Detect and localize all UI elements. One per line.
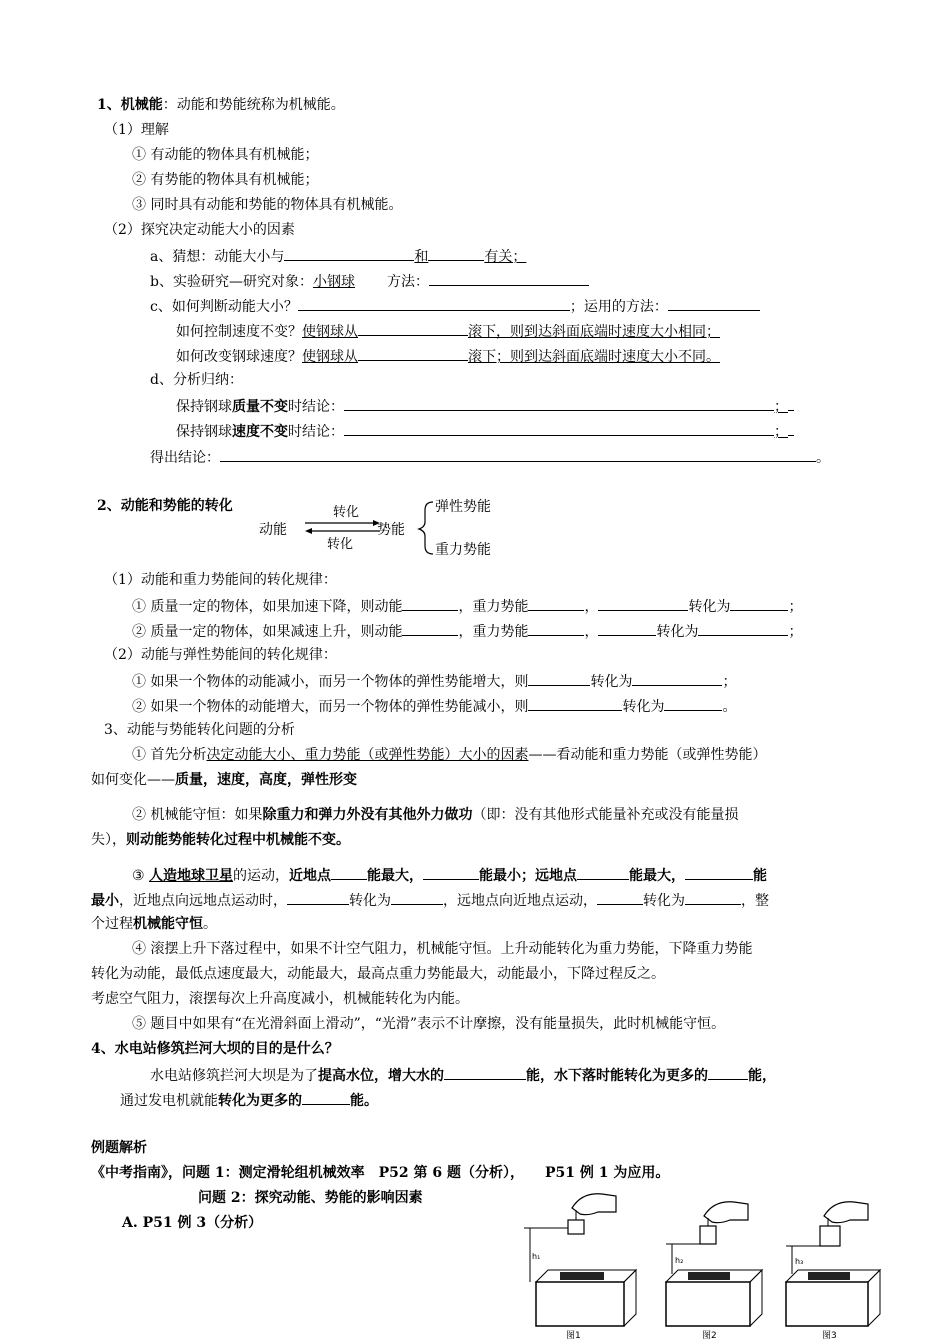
item-text: ，近地点向远地点运动时， <box>119 893 287 909</box>
rule-text: 转化为 <box>590 674 633 690</box>
rule-text: ； <box>722 674 737 690</box>
figure-1 <box>524 1194 636 1341</box>
diagram-arrow-top-label: 转化 <box>333 505 360 520</box>
conclusion-label: 得出结论： <box>150 450 220 466</box>
subhead-explore: （2）探究决定动能大小的因素 <box>104 222 295 238</box>
rule-text: ； <box>788 599 803 615</box>
box-side <box>750 1270 762 1326</box>
experiment-figures <box>518 1186 890 1342</box>
box-front <box>786 1282 868 1326</box>
brace <box>419 502 433 554</box>
guess-and: 和 <box>414 249 429 265</box>
analysis-item-2 <box>132 806 738 824</box>
item-text: 如何变化—— <box>91 772 175 788</box>
fill-blank[interactable] <box>528 696 622 711</box>
fill-blank[interactable] <box>632 671 722 686</box>
item-text: ② 机械能守恒：如果 <box>132 807 263 823</box>
change-c: ；则到达斜面底端时速度大小不同。 <box>496 349 720 365</box>
section-number: 1、 <box>97 97 121 113</box>
item-bold: 质量，速度，高度，弹性形变 <box>175 772 357 788</box>
weight-block <box>700 1226 716 1244</box>
section4-title: 4、水电站修筑拦河大坝的目的是什么？ <box>91 1041 339 1057</box>
fill-blank[interactable] <box>668 296 760 311</box>
line-analysis: d、分析归纳： <box>150 372 243 388</box>
fill-blank[interactable] <box>685 865 753 880</box>
hand-icon <box>704 1202 748 1223</box>
section-title: 机械能 <box>120 97 163 113</box>
subhead-understanding: （1）理解 <box>104 122 169 138</box>
rule-text: ； <box>788 624 803 640</box>
sand <box>808 1272 850 1280</box>
subhead-gravity-rule: （1）动能和重力势能间的转化规律： <box>104 572 337 588</box>
rule-text: 。 <box>722 699 737 715</box>
fill-blank[interactable] <box>528 621 584 636</box>
object-value: 小钢球 <box>312 274 355 290</box>
height-label: h₁ <box>532 1252 541 1261</box>
fill-blank[interactable] <box>298 296 570 311</box>
box-side <box>624 1270 636 1326</box>
item-bold: 则动能势能转化过程中机械能不变。 <box>126 832 350 848</box>
fill-blank[interactable] <box>429 271 589 286</box>
object-label: b、实验研究—研究对象： <box>150 274 313 290</box>
dam-line-1 <box>150 1065 776 1085</box>
diagram-kinetic: 动能 <box>259 522 287 538</box>
fill-blank[interactable] <box>287 890 349 905</box>
fill-blank[interactable] <box>664 696 722 711</box>
item-bold: 近地点 <box>289 868 332 884</box>
fill-blank[interactable] <box>685 890 741 905</box>
analysis-item-3-end <box>91 915 217 933</box>
analysis-item-4-air: 考虑空气阻力，滚摆每次上升高度减小，机械能转化为内能。 <box>91 991 469 1007</box>
fill-blank[interactable] <box>220 447 816 462</box>
fill-blank[interactable] <box>528 671 590 686</box>
item-bold: 能最大， <box>367 868 424 884</box>
item-underlined: 人造地球卫星 <box>149 868 234 884</box>
item-text: 失）， <box>91 832 126 848</box>
item-text: ③ <box>132 868 150 884</box>
fill-blank[interactable] <box>358 346 468 361</box>
item-text: ，远地点向近地点运动， <box>443 893 597 909</box>
mass-c: 时结论： <box>288 399 344 415</box>
analysis-item-1 <box>132 746 766 764</box>
dam-bold: 提高水位，增大水的 <box>318 1068 444 1084</box>
item-text: 转化为 <box>643 893 685 909</box>
speed-c: 时结论： <box>288 424 344 440</box>
dam-bold: 能， <box>748 1068 776 1084</box>
dam-line-2 <box>120 1090 378 1110</box>
fill-blank[interactable] <box>597 890 643 905</box>
fill-blank[interactable] <box>344 396 774 411</box>
fill-blank[interactable] <box>528 596 584 611</box>
dam-text: 通过发电机就能 <box>120 1093 218 1109</box>
judge-method: ；运用的方法： <box>569 299 668 315</box>
item-text: 的运动， <box>233 868 290 884</box>
fill-blank[interactable] <box>577 865 629 880</box>
figure-2 <box>666 1202 762 1341</box>
fill-blank[interactable] <box>284 246 414 261</box>
item-text: 个过程 <box>91 916 133 932</box>
item-bold: 能最大， <box>629 868 686 884</box>
box-front <box>666 1282 750 1326</box>
item-bold: 最小 <box>91 893 119 909</box>
sand <box>560 1272 604 1280</box>
section2-title: 2、动能和势能的转化 <box>97 498 233 514</box>
fill-blank[interactable] <box>402 621 458 636</box>
control-b: 滚下 <box>468 324 496 340</box>
rule-text: ，重力势能 <box>458 624 529 640</box>
fill-blank[interactable] <box>698 621 788 636</box>
hand-icon <box>572 1194 616 1215</box>
mass-a: 保持钢球 <box>176 399 232 415</box>
item-bold: 除重力和弹力外没有其他外力做功 <box>262 807 473 823</box>
control-a: 使钢球从 <box>302 324 358 340</box>
height-label: h₂ <box>675 1256 684 1265</box>
analysis-item-5: ⑤ 题目中如果有“在光滑斜面上滑动”，“光滑”表示不计摩擦，没有能量损失，此时机械能守恒。 <box>132 1016 726 1032</box>
fill-blank[interactable] <box>788 396 794 411</box>
fill-blank[interactable] <box>428 246 484 261</box>
mass-end: ； <box>774 399 788 415</box>
understanding-item-2: ② 有势能的物体具有机械能； <box>132 172 319 188</box>
item-text: ——看动能和重力势能（或弹性势能） <box>528 747 767 763</box>
rule-text: ① 如果一个物体的动能减小，而另一个物体的弹性势能增大，则 <box>132 674 529 690</box>
speed-end: ； <box>774 424 788 440</box>
analysis-item-4: ④ 滚摆上升下落过程中，如果不计空气阻力，机械能守恒。上升动能转化为重力势能，下降重力势能 <box>132 941 753 957</box>
figure-3-label: 图3 <box>822 1331 837 1341</box>
analysis-item-4-cont: 转化为动能，最低点速度最大，动能最大，最高点重力势能最大，动能最小，下降过程反之。 <box>91 966 665 982</box>
fill-blank[interactable] <box>358 321 468 336</box>
box-side <box>868 1270 880 1326</box>
diagram-elastic: 弹性势能 <box>435 499 491 515</box>
fill-blank[interactable] <box>402 596 458 611</box>
fill-blank[interactable] <box>331 865 367 880</box>
figure-2-label: 图2 <box>702 1331 717 1341</box>
analysis-item-3 <box>132 865 767 885</box>
fill-blank[interactable] <box>598 596 688 611</box>
height-label: h₃ <box>795 1257 804 1266</box>
rule-text: ， <box>584 624 599 640</box>
item-bold: 机械能守恒 <box>133 916 203 932</box>
dam-bold: 能。 <box>350 1093 378 1109</box>
analysis-item-3-cont <box>91 890 769 910</box>
fill-blank[interactable] <box>444 1065 526 1080</box>
diagram-potential: 势能 <box>377 522 405 538</box>
sand <box>688 1272 730 1280</box>
line-object <box>150 271 589 291</box>
item-bold: 能 <box>753 868 768 884</box>
change-question: 如何改变钢球速度？ <box>176 349 302 365</box>
box-front <box>536 1282 624 1326</box>
examples-line-2: 问题 2：探究动能、势能的影响因素 <box>198 1190 423 1206</box>
fill-blank[interactable] <box>302 1090 350 1105</box>
fill-blank[interactable] <box>423 865 479 880</box>
figure-3 <box>786 1202 880 1341</box>
diagram-gravity: 重力势能 <box>435 542 491 558</box>
section3-title: 3、动能与势能转化问题的分析 <box>104 722 295 738</box>
speed-a: 保持钢球 <box>176 424 232 440</box>
rule-text: ② 质量一定的物体，如果减速上升，则动能 <box>132 624 403 640</box>
examples-line-1: 《中考指南》，问题 1：测定滑轮组机械效率 P52 第 6 题（分析）， P51 例 1 为应用。 <box>91 1165 670 1181</box>
fill-blank[interactable] <box>391 890 443 905</box>
dam-text: 水电站修筑拦河大坝是为了 <box>150 1068 318 1084</box>
rule-text: ① 质量一定的物体，如果加速下降，则动能 <box>132 599 403 615</box>
guess-end: 有关； <box>484 249 527 265</box>
rule-text: 转化为 <box>622 699 665 715</box>
item-text: 。 <box>203 916 217 932</box>
elastic-rule-2 <box>132 696 736 716</box>
rule-text: ， <box>584 599 599 615</box>
dam-bold: 能，水下落时能转化为更多的 <box>526 1068 708 1084</box>
line-control-speed <box>176 321 720 341</box>
analysis-item-2-cont <box>91 831 350 849</box>
line-mass-constant <box>176 396 794 416</box>
dam-bold: 转化为更多的 <box>218 1093 302 1109</box>
elastic-rule-1 <box>132 671 736 691</box>
energy-conversion-diagram <box>255 496 505 560</box>
definition-text: ：动能和势能统称为机械能。 <box>162 97 345 113</box>
gravity-rule-1 <box>132 596 802 616</box>
change-b: 滚下 <box>468 349 496 365</box>
line-speed-constant <box>176 421 794 441</box>
rule-text: ② 如果一个物体的动能增大，而另一个物体的弹性势能减小，则 <box>132 699 529 715</box>
rule-text: 转化为 <box>688 599 731 615</box>
weight-block <box>568 1220 584 1234</box>
fill-blank[interactable] <box>708 1065 748 1080</box>
fill-blank[interactable] <box>788 421 794 436</box>
control-c: ，则到达斜面底端时速度大小相同； <box>496 324 720 340</box>
line-judge <box>150 296 760 316</box>
subhead-elastic-rule: （2）动能与弹性势能间的转化规律： <box>104 647 337 663</box>
rule-text: ，重力势能 <box>458 599 529 615</box>
conclusion-end: 。 <box>816 450 830 466</box>
item-underlined: 决定动能大小、重力势能（或弹性势能）大小的因素 <box>206 747 529 763</box>
examples-title: 例题解析 <box>91 1140 147 1156</box>
weight-block <box>820 1226 840 1246</box>
method-label: 方法： <box>386 274 429 290</box>
guess-text: a、猜想：动能大小与 <box>150 249 285 265</box>
analysis-item-1-cont <box>91 771 357 789</box>
mass-b: 质量不变 <box>232 399 288 415</box>
diagram-arrow-bottom-label: 转化 <box>327 537 354 552</box>
change-a: 使钢球从 <box>302 349 358 365</box>
fill-blank[interactable] <box>344 421 774 436</box>
fill-blank[interactable] <box>730 596 788 611</box>
figure-1-label: 图1 <box>566 1331 581 1341</box>
line-guess <box>150 246 526 266</box>
line-conclusion <box>150 447 830 467</box>
gravity-rule-2 <box>132 621 802 641</box>
item-text: （即：没有其他形式能量补充或没有能量损 <box>472 807 739 823</box>
fill-blank[interactable] <box>598 621 656 636</box>
understanding-item-3: ③ 同时具有动能和势能的物体具有机械能。 <box>132 197 403 213</box>
item-text: ，整 <box>741 893 769 909</box>
judge-text: c、如何判断动能大小？ <box>150 299 298 315</box>
item-text: 转化为 <box>349 893 391 909</box>
understanding-item-1: ① 有动能的物体具有机械能； <box>132 147 319 163</box>
arrow-left-head <box>305 528 312 534</box>
item-bold: 能最小；远地点 <box>479 868 578 884</box>
speed-b: 速度不变 <box>232 424 288 440</box>
item-text: ① 首先分析 <box>132 747 207 763</box>
section1-heading <box>97 96 345 114</box>
examples-line-3: A. P51 例 3（分析） <box>122 1215 263 1231</box>
rule-text: 转化为 <box>656 624 699 640</box>
line-change-speed <box>176 346 720 366</box>
hand-icon <box>824 1202 868 1223</box>
control-question: 如何控制速度不变？ <box>176 324 302 340</box>
